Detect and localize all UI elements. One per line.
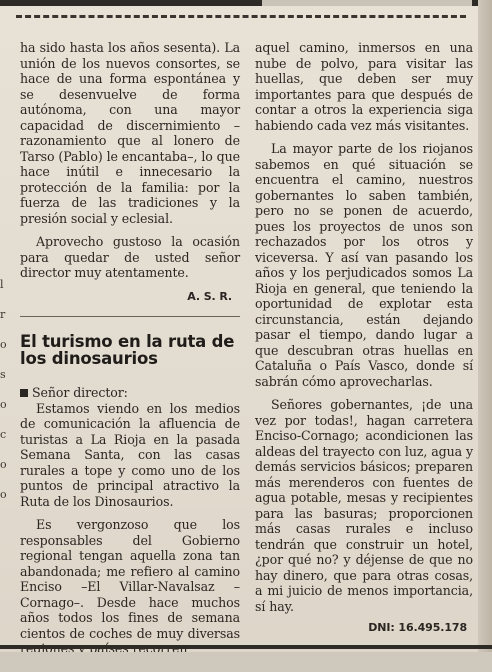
page-edge-shadow: [478, 0, 492, 672]
edge-fragment: s: [0, 368, 6, 381]
left-column: [20, 40, 240, 657]
edge-fragment: l: [0, 278, 4, 291]
letter-paragraph: Aprovecho gustoso la ocasión para quedar de usted señor director muy atentamente.: [20, 234, 240, 280]
right-column: [255, 40, 473, 636]
article-paragraph: Estamos viendo en los medios de comunicación la afluencia de turistas a La Rioja en la pasada Semana Santa, con las casas rurales a tope y como uno de los puntos de principal atractivo la Ruta de los Dinosaurios.: [20, 400, 240, 509]
section-divider: [20, 316, 240, 317]
article-paragraph: aquel camino, inmersos en una nube de polvo, para visitar las huellas, que deben ser muy importantes para que después de contar a otros la experiencia siga habiendo cada vez más visitantes.: [255, 40, 473, 133]
article-paragraph: La mayor parte de los riojanos sabemos en qué situación se encuentra el camino, nuestros gobernantes lo saben también, pero no se ponen de acuerdo, pues los proyectos de unos son rechazados por los otros y viceversa. Y así van pasando los años y los perjudicados somos La Rioja en general, que teniendo la oportunidad de explotar esta circunstancia, están dejando pasar el tiempo, dando lugar a que descubran otras huellas en Cataluña o País Vasco, donde sí sabrán cómo aprovecharlas.: [255, 141, 473, 389]
article-paragraph: Es vergonzoso que los responsables del Gobierno regional tengan aquella zona tan abandonada; me refiero al camino Enciso –El Villar-Navalsaz –Cornago–. Desde hace muchos años todos los fines de semana cientos de coches de muy diversas: [20, 517, 240, 641]
square-bullet-icon: [20, 389, 28, 397]
cut-off-edge-text: [0, 270, 10, 510]
salutation: [20, 385, 240, 401]
bottom-strip: [0, 652, 492, 672]
edge-fragment: o: [0, 488, 7, 501]
article-paragraph: Señores gobernantes, ¡de una vez por todas!, hagan carretera Enciso-Cornago; acondicionen las aldeas del trayecto con luz, agua y demás servicios básicos; preparen más merenderos con fuentes de agua potable, mesas y recipientes para las basuras; proporcionen más casas rurales e incluso tendrán que construir un hotel, ¿por qué no? y déjense de que no hay dinero, que para otras cosas, a mi juicio de menos importancia, sí hay.: [255, 397, 473, 614]
dashed-separator: [16, 15, 466, 18]
edge-fragment: r: [0, 308, 6, 321]
letter-signature: A. S. R.: [187, 289, 232, 303]
top-rule-light-segment: [262, 0, 472, 6]
edge-fragment: c: [0, 428, 7, 441]
article-headline: El turismo en la ruta de los dinosaurios: [20, 332, 235, 368]
letter-paragraph: ha sido hasta los años sesenta). La unión de los nuevos consortes, se hace de una forma espontánea y se desenvuelve de forma autónoma, con una mayor capacidad de discernimiento –razonamiento que al lonero de Tarso (Pablo) le encantaba–, lo que hace inútil e innecesario la protección de la familia: por la fuerza de las tradiciones y la presión social y eclesial.: [20, 40, 240, 226]
edge-fragment: o: [0, 398, 7, 411]
author-dni: DNI: 16.495.178: [368, 621, 467, 634]
bottom-rule: [0, 645, 492, 649]
edge-fragment: o: [0, 458, 7, 471]
salutation-text: Señor director:: [32, 385, 128, 400]
edge-fragment: o: [0, 338, 7, 351]
